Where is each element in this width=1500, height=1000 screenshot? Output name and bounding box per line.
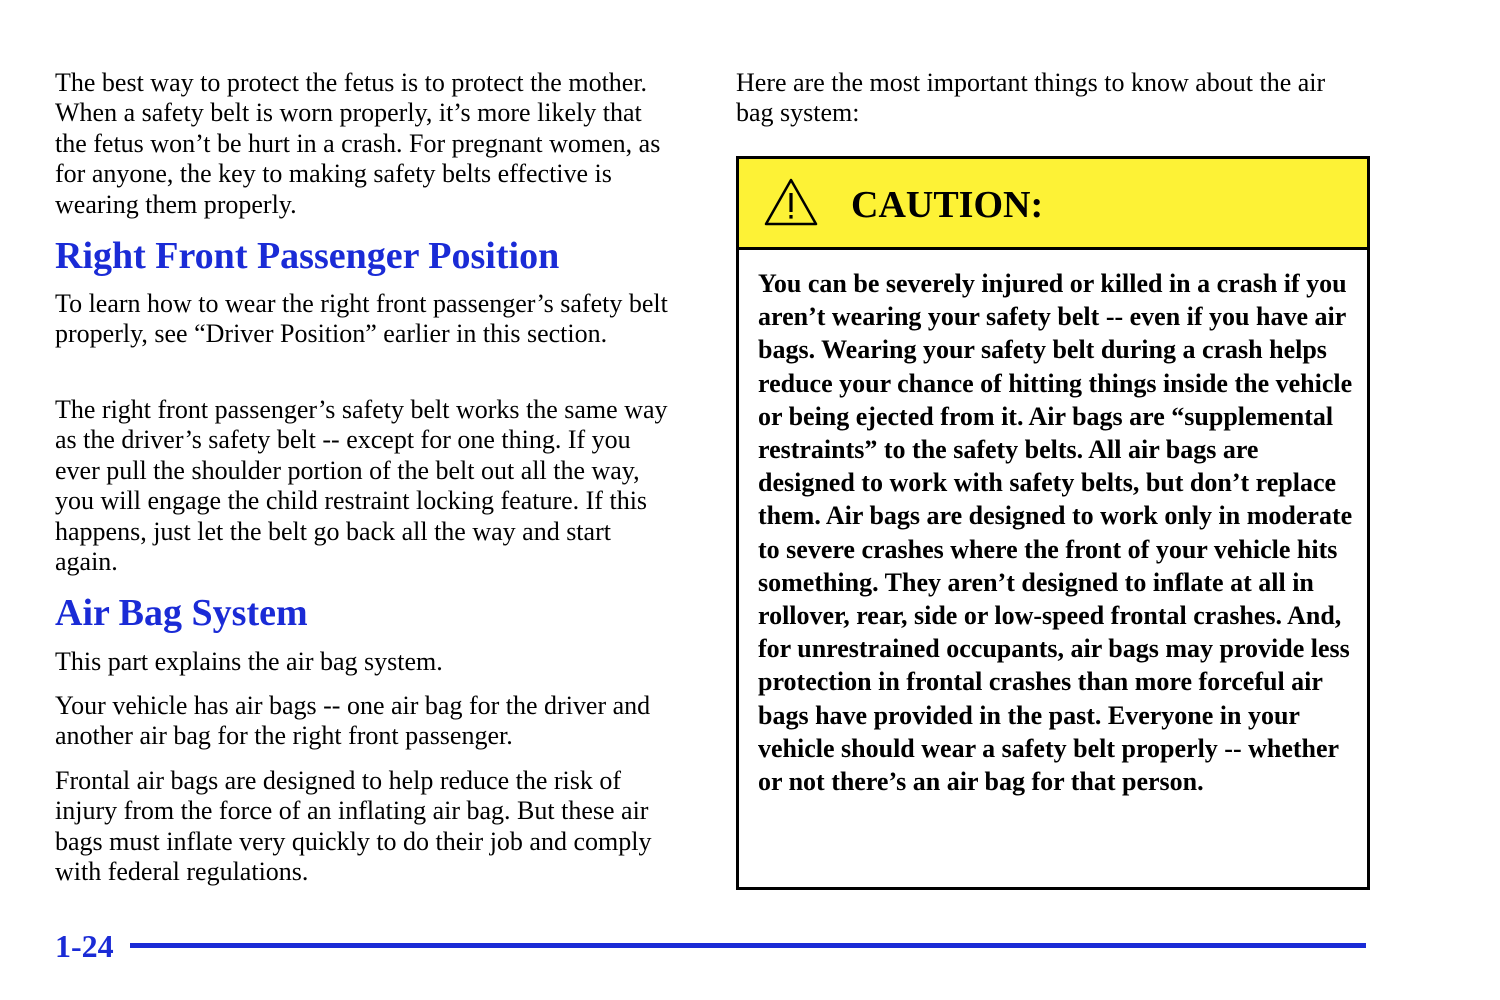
footer-rule	[130, 943, 1366, 948]
passenger-belt-function-paragraph: The right front passenger’s safety belt works the same way as the driver’s safety belt -- except for one thing. If you ever pull the shoulder portion of the belt out all the way, you will engage the child restraint locking feature. If this happens, just let the belt go back all the way and start again.	[55, 395, 668, 577]
right-front-passenger-heading: Right Front Passenger Position	[55, 235, 560, 277]
passenger-belt-reference-paragraph: To learn how to wear the right front passenger’s safety belt properly, see “Driver Position” earlier in this section.	[55, 289, 668, 349]
caution-box	[736, 156, 1370, 890]
page-number: 1-24	[55, 928, 114, 964]
frontal-air-bag-paragraph: Frontal air bags are designed to help reduce the risk of injury from the force of an inflating air bag. But these air bags must inflate very quickly to do their job and comply with federal regulations.	[55, 766, 652, 887]
air-bag-system-heading: Air Bag System	[55, 592, 308, 634]
caution-header	[739, 159, 1367, 250]
fetus-protection-paragraph: The best way to protect the fetus is to protect the mother. When a safety belt is worn properly, it’s more likely that the fetus won’t be hurt in a crash. For pregnant women, as for anyone, the key to making safety belts effective is wearing them properly.	[55, 68, 661, 219]
caution-body-text: You can be severely injured or killed in a crash if you aren’t wearing your safety belt -- even if you have air bags. Wearing your safety belt during a crash helps reduce your chance of hitting things inside the vehicle or being ejected from it. Air bags are “supplemental restraints” to the safety belts. All air bags are designed to work with safety belts, but don’t replace them. Air bags are designed to work only in moderate to severe crashes where the front of your vehicle hits something. They aren’t designed to inflate at all in rollover, rear, side or low-speed frontal crashes. And, for unrestrained occupants, air bags may provide less protection in frontal crashes than more forceful air bags have provided in the past. Everyone in your vehicle should wear a safety belt properly -- whether or not there’s an air bag for that person.	[758, 269, 1353, 797]
air-bag-intro-paragraph: This part explains the air bag system.	[55, 647, 443, 676]
important-things-paragraph: Here are the most important things to know about the air bag system:	[736, 68, 1326, 128]
warning-triangle-icon	[763, 177, 819, 227]
air-bag-count-paragraph: Your vehicle has air bags -- one air bag for the driver and another air bag for the right front passenger.	[55, 691, 651, 751]
caution-title: CAUTION:	[851, 184, 1044, 226]
